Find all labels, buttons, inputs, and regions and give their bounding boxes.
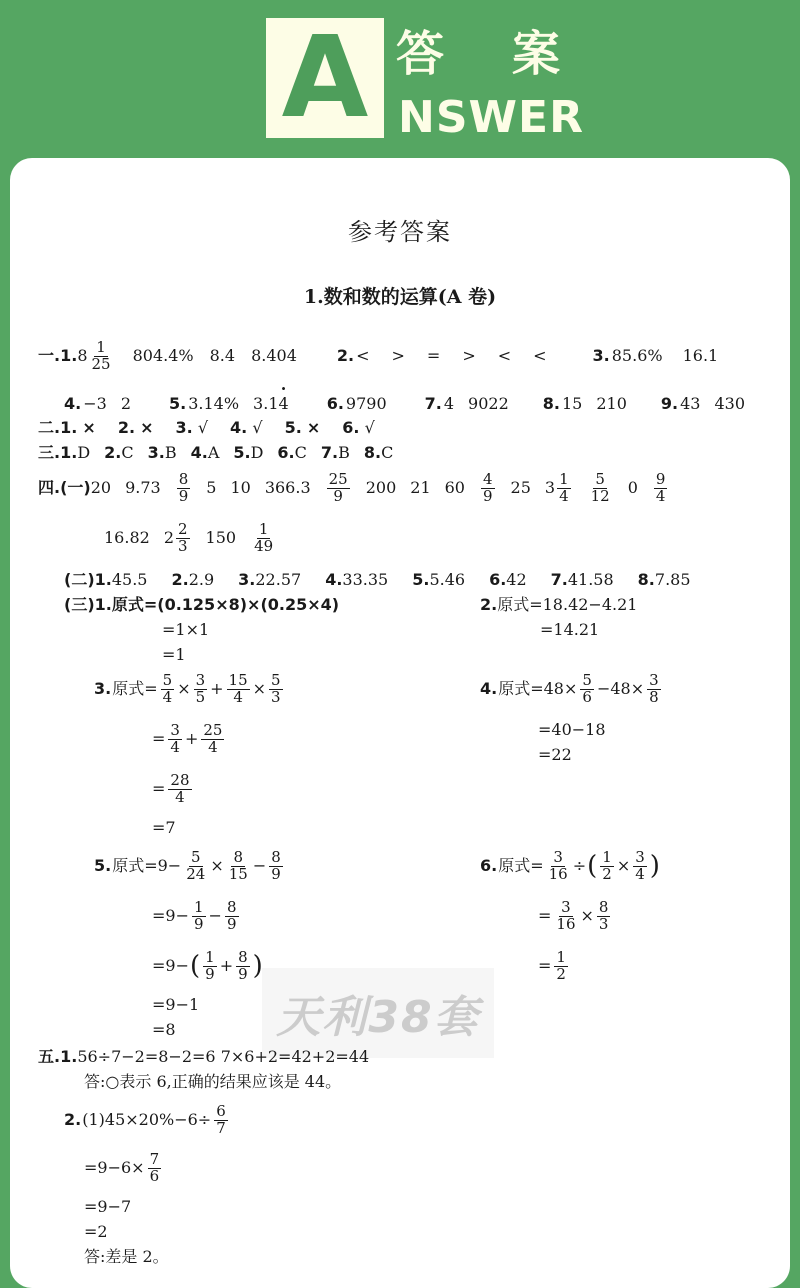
s4-c6-f3 <box>633 850 647 883</box>
s2-q5-num: 5. <box>284 418 302 437</box>
s4-r1-n-frac <box>589 472 612 505</box>
s4-c3-op2: + <box>210 679 224 699</box>
frac-den: 25 <box>91 354 111 373</box>
frac-num: 25 <box>203 721 223 739</box>
s4-p2-q3-num: 3. <box>238 570 256 589</box>
s4-c3-l2-op: + <box>184 729 199 749</box>
s4-c4-num: 4. <box>480 679 498 699</box>
frac-den: 6 <box>582 687 592 706</box>
s3-row <box>38 445 393 461</box>
frac-den: 2 <box>602 864 612 883</box>
s1-q7-b: 9022 <box>468 394 509 413</box>
s1-q8-a: 15 <box>561 394 583 413</box>
publisher-watermark: 天利38套 <box>262 968 494 1058</box>
frac-num: 1 <box>258 520 269 538</box>
s4-c5-l3-f2 <box>236 950 250 983</box>
s2-q2-answer: × <box>140 418 154 437</box>
frac-den: 7 <box>216 1118 226 1137</box>
frac-den: 8 <box>649 687 659 706</box>
frac-num: 1 <box>194 898 204 916</box>
s4-part1-label: (一) <box>60 478 91 498</box>
s4-r1-k-frac <box>481 472 495 505</box>
s1-q3-b: 16.1 <box>682 346 719 366</box>
s4-r1-b: 9.73 <box>125 478 161 498</box>
frac-num: 4 <box>482 470 493 488</box>
answer-logo-box <box>266 13 384 143</box>
s4-c4-pre: 原式=48× <box>498 679 578 699</box>
frac-num: 25 <box>328 470 348 488</box>
s2-row <box>38 420 375 436</box>
s4-r1-m-frac <box>557 472 571 505</box>
s2-q4-answer: √ <box>252 418 263 437</box>
frac-den: 4 <box>175 787 185 806</box>
s4-c2-step1: 原式=18.42−4.21 <box>497 595 638 614</box>
s4-p2-q1-num: 1. <box>94 570 112 589</box>
s4-p2-q1-answer: 45.5 <box>111 570 148 589</box>
frac-den: 9 <box>205 964 215 983</box>
s4-r2-d-frac <box>252 522 275 555</box>
s4-c1-step1: 原式=(0.125×8)×(0.25×4) <box>111 595 340 614</box>
frac-num: 5 <box>595 470 605 488</box>
s4-c6-rparen: ) <box>649 851 660 882</box>
frac-num: 8 <box>226 898 237 916</box>
s4-c5-l3-f1 <box>203 950 217 983</box>
s4-c2-step2: =14.21 <box>540 620 600 639</box>
s4-c3-f2 <box>194 673 208 706</box>
s4-c3-l3-f <box>168 773 191 806</box>
s4-c5-op2: − <box>252 856 267 876</box>
frac-num: 8 <box>178 470 189 488</box>
s1-q2-f: < <box>533 346 547 366</box>
s4-r1-p-frac <box>654 472 668 505</box>
s5-q1-answer: 答:○表示 6,正确的结果应该是 44。 <box>84 1072 342 1091</box>
s1-row1 <box>38 340 718 373</box>
frac-num: 1 <box>96 338 106 356</box>
frac-num: 8 <box>271 848 281 866</box>
s4-c6-l2-eq: = <box>538 906 552 926</box>
s1-q2-c: = <box>426 346 441 366</box>
s2-label: 二. <box>38 418 61 437</box>
s1-q2-e: < <box>497 346 512 366</box>
s4-c3-line1 <box>94 673 285 706</box>
s4-p2-q6-num: 6. <box>489 570 507 589</box>
s4-c1-line1 <box>64 597 339 613</box>
frac-num: 3 <box>635 848 645 866</box>
frac-den: 9 <box>194 914 204 933</box>
s1-q8-b: 210 <box>596 394 627 413</box>
frac-den: 4 <box>635 864 645 883</box>
s4-c6-line2 <box>538 900 612 933</box>
s1-q2-d: > <box>462 346 476 366</box>
s4-c5-l3-op: + <box>219 956 234 976</box>
s1-q7-num: 7. <box>424 394 442 413</box>
s1-q5-b-pre: 3.1 <box>253 394 279 413</box>
s4-c5-l2-f1 <box>192 900 206 933</box>
frac-num: 5 <box>271 671 281 689</box>
s4-c4-f1 <box>580 673 594 706</box>
s4-c3-pre: 原式= <box>112 679 158 699</box>
frac-num: 5 <box>190 848 201 866</box>
s1-q1-d: 8.404 <box>251 346 297 366</box>
s5-q1-num: 1. <box>60 1047 78 1066</box>
frac-den: 2 <box>556 964 566 983</box>
s4-p1-row1 <box>38 472 669 505</box>
frac-num: 7 <box>149 1150 160 1168</box>
s3-q7-num: 7. <box>320 443 339 462</box>
s4-part3-label: (三) <box>64 595 95 614</box>
s4-p2-q6-answer: 42 <box>506 570 527 589</box>
s4-c5-l3-rparen: ) <box>252 951 263 982</box>
frac-num: 2 <box>178 520 188 538</box>
frac-den: 5 <box>195 687 206 706</box>
s3-q8-num: 8. <box>363 443 382 462</box>
s4-c5-line1 <box>94 850 285 883</box>
s5-q2-line1 <box>64 1104 230 1137</box>
s5-q2-l2-f <box>148 1152 162 1185</box>
s2-q4-num: 4. <box>230 418 248 437</box>
s1-q4-a: −3 <box>83 394 107 413</box>
s4-p2-q3-answer: 22.57 <box>255 570 302 589</box>
s5-q1-step1: 56÷7−2=8−2=6 7×6+2=42+2=44 <box>77 1047 370 1066</box>
s4-c5-line4: =9−1 <box>152 995 200 1014</box>
s2-q6-num: 6. <box>342 418 360 437</box>
s4-r1-a: 20 <box>90 478 112 498</box>
s4-c1-step3: =1 <box>162 645 186 664</box>
frac-den: 4 <box>655 486 666 505</box>
s4-p2-q2-num: 2. <box>171 570 189 589</box>
s1-q9-num: 9. <box>660 394 679 413</box>
s4-c4-f2 <box>647 673 661 706</box>
s3-q8-answer: C <box>381 443 394 462</box>
s5-q2-pre: (1)45×20%−6÷ <box>82 1110 212 1130</box>
s4-p2-q4-answer: 33.35 <box>342 570 389 589</box>
s4-c5-pre: 原式=9− <box>112 856 182 876</box>
s4-r1-m-whole: 3 <box>544 477 556 497</box>
s4-c4-mid: −48× <box>596 679 645 699</box>
frac-den: 24 <box>186 864 206 883</box>
s1-q1-frac <box>90 340 113 373</box>
frac-den: 4 <box>162 687 173 706</box>
s4-c5-l2-op: − <box>208 906 222 926</box>
frac-num: 3 <box>195 671 206 689</box>
frac-num: 5 <box>162 671 173 689</box>
s1-q5-b-repeating-digit: · 4 <box>279 394 289 413</box>
s5-q2-answer: 答:差是 2。 <box>84 1247 169 1266</box>
header-title-cn: 答案 <box>396 26 629 82</box>
s2-q6-answer: √ <box>364 418 375 437</box>
s4-c3-f4 <box>269 673 283 706</box>
s3-q4-num: 4. <box>190 443 208 462</box>
frac-num: 3 <box>649 671 659 689</box>
answer-logo-letter: A <box>281 13 369 143</box>
frac-num: 1 <box>559 470 569 488</box>
s3-q2-answer: C <box>121 443 134 462</box>
s3-q1-answer: D <box>77 443 91 462</box>
frac-num: 1 <box>556 948 566 966</box>
s4-c5-f2 <box>227 850 250 883</box>
s4-c6-line1 <box>480 850 660 883</box>
s2-q3-answer: √ <box>197 418 209 437</box>
s4-r2-b-whole: 2 <box>163 527 174 547</box>
frac-num: 8 <box>238 948 248 966</box>
s4-p2-q8-num: 8. <box>637 570 655 589</box>
s4-c1-num: 1. <box>94 595 112 614</box>
s4-c6-lparen: ( <box>587 851 598 882</box>
s4-c6-l3-f <box>554 950 568 983</box>
s1-q4-b: 2 <box>120 394 131 413</box>
s4-label: 四. <box>38 478 61 498</box>
s4-c5-f3 <box>269 850 283 883</box>
s4-c5-num: 5. <box>94 856 112 876</box>
s4-r1-g-frac <box>327 472 350 505</box>
s2-q2-num: 2. <box>117 418 136 437</box>
s4-c5-op1: × <box>210 856 224 876</box>
s5-label: 五. <box>38 1047 61 1066</box>
frac-num: 9 <box>655 470 666 488</box>
s4-c3-line4: =7 <box>152 818 176 837</box>
s2-q1-answer: × <box>82 418 96 437</box>
s1-q4-num: 4. <box>64 394 82 413</box>
frac-den: 49 <box>254 536 274 555</box>
s1-q3-a: 85.6% <box>611 346 663 366</box>
s4-c6-l2-f2 <box>597 900 611 933</box>
frac-den: 6 <box>149 1166 160 1185</box>
s4-c6-l2-op: × <box>580 906 594 926</box>
frac-num: 6 <box>216 1102 226 1120</box>
s3-q5-num: 5. <box>233 443 251 462</box>
s5-q2-line2 <box>84 1152 163 1185</box>
frac-den: 9 <box>178 486 189 505</box>
frac-den: 16 <box>556 914 576 933</box>
frac-num: 1 <box>205 948 215 966</box>
frac-num: 15 <box>228 671 248 689</box>
s4-c3-l2-eq: = <box>152 729 166 749</box>
s3-q6-answer: C <box>294 443 307 462</box>
s4-c3-f3 <box>227 673 250 706</box>
s1-q5-num: 5. <box>169 394 187 413</box>
s4-c5-l2-f2 <box>225 900 239 933</box>
frac-den: 9 <box>226 914 237 933</box>
s4-c2-line1 <box>480 597 637 613</box>
s4-c5-line5: =8 <box>152 1020 176 1039</box>
s5-q2-line4: =2 <box>84 1222 108 1241</box>
s4-c5-l3-lparen: ( <box>190 951 201 982</box>
s3-q6-num: 6. <box>277 443 295 462</box>
s4-r1-o: 0 <box>627 478 638 498</box>
s4-c6-l3-eq: = <box>538 956 552 976</box>
s1-q1-num: 1. <box>60 345 78 365</box>
frac-den: 4 <box>559 486 569 505</box>
s4-c6-num: 6. <box>480 856 498 876</box>
s4-p2-q7-answer: 41.58 <box>567 570 614 589</box>
s4-c3-line3 <box>152 773 194 806</box>
s4-r2-c: 150 <box>205 528 237 548</box>
frac-num: 3 <box>553 848 563 866</box>
s2-q1-num: 1. <box>60 418 78 437</box>
s1-q9-b: 430 <box>714 394 745 413</box>
s4-c6-l2-f1 <box>554 900 577 933</box>
s2-q3-num: 3. <box>175 418 193 437</box>
s1-q6-num: 6. <box>326 394 344 413</box>
s3-q4-answer: A <box>207 443 220 462</box>
s1-q7-a: 4 <box>443 394 455 413</box>
frac-den: 4 <box>170 737 180 756</box>
s1-q9-a: 43 <box>680 394 701 413</box>
s1-q3-num: 3. <box>592 346 610 366</box>
s3-q1-num: 1. <box>60 443 78 462</box>
s4-part2-label: (二) <box>64 570 95 589</box>
frac-den: 9 <box>482 486 493 505</box>
frac-den: 16 <box>548 864 568 883</box>
s5-q2-l2-pre: =9−6× <box>84 1158 145 1178</box>
s1-row2 <box>64 396 745 412</box>
frac-num: 28 <box>170 771 190 789</box>
frac-den: 9 <box>333 486 343 505</box>
s4-c3-op3: × <box>252 679 267 699</box>
s5-q2-f1 <box>214 1104 228 1137</box>
s4-c3-line2 <box>152 723 226 756</box>
frac-num: 3 <box>561 898 571 916</box>
s4-r1-l: 25 <box>510 478 531 498</box>
s1-q2-b: > <box>391 346 405 366</box>
frac-den: 3 <box>598 914 609 933</box>
s4-r1-i: 21 <box>410 478 431 498</box>
s1-q1-b: 804.4% <box>132 346 194 366</box>
s1-q1-whole: 8 <box>77 345 88 365</box>
s4-c3-l2-f1 <box>168 723 182 756</box>
s4-c5-line2 <box>152 900 241 933</box>
s4-c3-f1 <box>161 673 175 706</box>
s5-q1-line1 <box>38 1049 369 1065</box>
s4-p2-q7-num: 7. <box>550 570 568 589</box>
frac-den: 15 <box>228 864 248 883</box>
s1-q5-a: 3.14% <box>188 394 240 413</box>
s4-r1-e: 10 <box>230 478 251 498</box>
s4-c6-op1: ÷ <box>572 856 587 876</box>
frac-den: 4 <box>208 737 218 756</box>
frac-num: 1 <box>602 848 612 866</box>
s4-p2-q4-num: 4. <box>325 570 343 589</box>
s3-q2-num: 2. <box>104 443 122 462</box>
s4-c1-step2: =1×1 <box>162 620 210 639</box>
s4-c4-line2: =40−18 <box>538 720 606 739</box>
frac-den: 12 <box>590 486 610 505</box>
s1-q2-a: < <box>356 346 370 366</box>
s4-c4-line1 <box>480 673 663 706</box>
s3-q3-num: 3. <box>147 443 165 462</box>
s3-q7-answer: B <box>338 443 350 462</box>
s3-q5-answer: D <box>250 443 264 462</box>
s1-q6-a: 9790 <box>345 394 387 413</box>
frac-num: 3 <box>170 721 180 739</box>
s5-q2-num: 2. <box>64 1110 82 1130</box>
s4-c2-num: 2. <box>480 595 498 614</box>
s1-q1-c: 8.4 <box>209 346 236 366</box>
s4-r1-d: 5 <box>206 478 217 498</box>
s3-label: 三. <box>38 443 61 462</box>
section-subtitle: 1.数和数的运算(A 卷) <box>303 286 497 308</box>
frac-den: 3 <box>271 687 281 706</box>
s4-p2-q2-answer: 2.9 <box>188 570 215 589</box>
page-title: 参考答案 <box>348 218 452 246</box>
frac-den: 9 <box>238 964 248 983</box>
s4-p2-q5-answer: 5.46 <box>429 570 466 589</box>
header-banner <box>0 0 800 160</box>
s4-c6-f2 <box>600 850 614 883</box>
s4-r2-a: 16.82 <box>104 528 150 548</box>
s1-q2-num: 2. <box>336 346 355 366</box>
s4-r1-f: 366.3 <box>264 478 311 498</box>
s4-p2-row <box>64 572 691 588</box>
s4-c3-l3-eq: = <box>152 779 166 799</box>
s4-c3-op1: × <box>177 679 191 699</box>
s4-c5-f1 <box>184 850 207 883</box>
s1-label: 一. <box>38 345 61 365</box>
s4-r1-j: 60 <box>444 478 465 498</box>
frac-den: 4 <box>233 687 243 706</box>
frac-num: 5 <box>582 671 592 689</box>
s4-r2-b-frac <box>176 522 190 555</box>
s4-c6-op2: × <box>616 856 631 876</box>
s4-c6-f1 <box>547 850 570 883</box>
frac-num: 8 <box>233 848 244 866</box>
frac-num: 8 <box>598 898 609 916</box>
s4-r1-h: 200 <box>365 478 397 498</box>
frac-den: 3 <box>178 536 188 555</box>
s4-p1-row2 <box>104 522 277 555</box>
s3-q3-answer: B <box>164 443 177 462</box>
s4-r1-c-frac <box>177 472 191 505</box>
s4-c4-line3: =22 <box>538 745 572 764</box>
s4-p2-q5-num: 5. <box>412 570 430 589</box>
s4-c5-l3-pre: =9− <box>152 956 189 976</box>
s5-q2-line3: =9−7 <box>84 1197 132 1216</box>
s1-q8-num: 8. <box>542 394 560 413</box>
s2-q5-answer: × <box>306 418 321 437</box>
s4-c6-line3 <box>538 950 570 983</box>
s4-c3-num: 3. <box>94 679 112 699</box>
frac-den: 9 <box>271 864 281 883</box>
s4-p2-q8-answer: 7.85 <box>654 570 691 589</box>
s4-c5-line3 <box>152 950 263 983</box>
s4-c3-l2-f2 <box>201 723 224 756</box>
header-title-en: NSWER <box>398 92 584 143</box>
s4-c5-l2-pre: =9− <box>152 906 189 926</box>
s4-c6-pre: 原式= <box>498 856 544 876</box>
